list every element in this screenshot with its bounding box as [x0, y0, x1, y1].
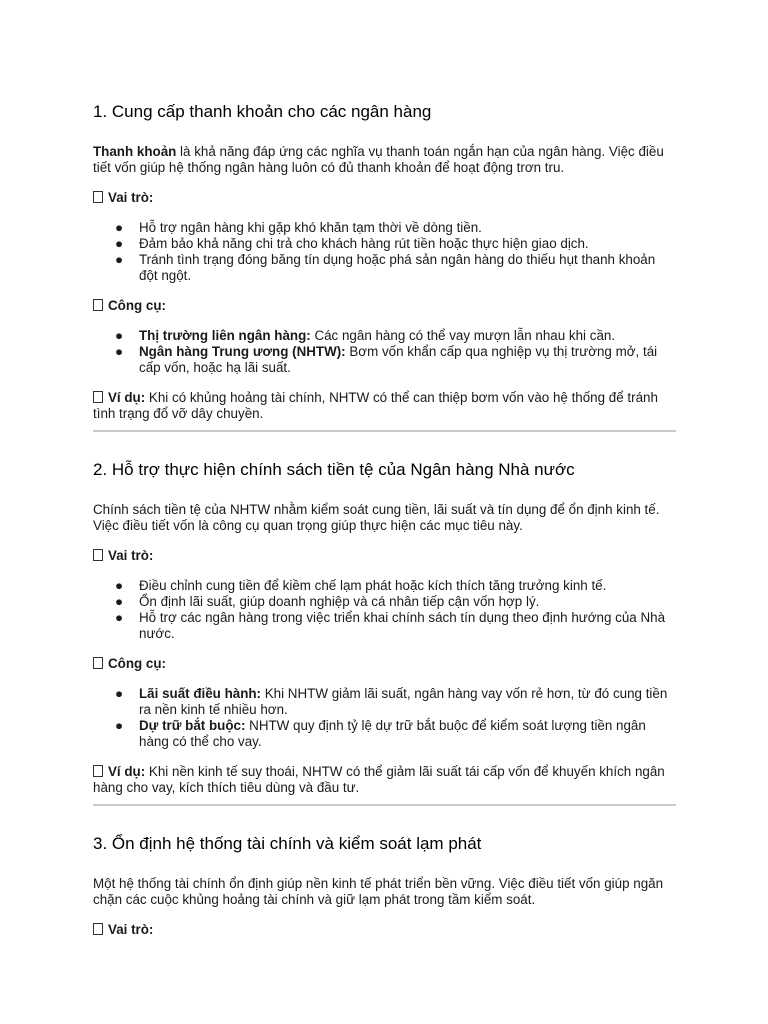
section-1-title: 1. Cung cấp thanh khoản cho các ngân hàng	[93, 102, 432, 121]
example-text: Khi nền kinh tế suy thoái, NHTW có thể giảm lãi suất tái cấp vốn để khuyến khích ngân hàng cho vay, kích thích tiêu dùng và đầu tư.	[93, 764, 665, 795]
bullet-icon: ●	[115, 252, 124, 267]
section-2-intro: Chính sách tiền tệ của NHTW nhằm kiểm soát cung tiền, lãi suất và tín dụng để ổn định kinh tế. Việc điều tiết vốn là công cụ quan trọng giúp thực hiện các mục tiêu này.	[93, 502, 660, 533]
section-1-tools-list	[93, 328, 676, 376]
bullet-icon: ●	[115, 328, 124, 343]
bullet-icon: ●	[115, 610, 124, 625]
section-2-tools-label	[93, 656, 676, 672]
tool-description: Bơm vốn khẩn cấp qua nghiệp vụ thị trường mở, tái cấp vốn, hoặc hạ lãi suất.	[139, 344, 658, 375]
bullet-icon: ●	[115, 344, 124, 359]
tools-label-text: Công cụ:	[108, 298, 167, 313]
tool-description: Các ngân hàng có thể vay mượn lẫn nhau khi cần.	[310, 328, 616, 343]
tool-name: Lãi suất điều hành:	[139, 686, 262, 701]
list-item-text: Hỗ trợ các ngân hàng trong việc triển khai chính sách tín dụng theo định hướng của Nhà nước.	[139, 610, 666, 641]
section-3-intro: Một hệ thống tài chính ổn định giúp nền kinh tế phát triển bền vững. Việc điều tiết vốn giúp ngăn chặn các cuộc khủng hoảng tài chính và giữ lạm phát trong tầm kiểm soát.	[93, 876, 664, 907]
list-item	[93, 578, 676, 594]
tools-label-text: Công cụ:	[108, 656, 167, 671]
section-divider	[93, 430, 676, 432]
checkbox-glyph-icon	[93, 549, 103, 561]
checkbox-glyph-icon	[93, 923, 103, 935]
list-item	[93, 328, 676, 344]
list-item	[93, 220, 676, 236]
tool-description: NHTW quy định tỷ lệ dự trữ bắt buộc để kiểm soát lượng tiền ngân hàng có thể cho vay.	[139, 718, 646, 749]
example-text: Khi có khủng hoảng tài chính, NHTW có thể can thiệp bơm vốn vào hệ thống để tránh tình trạng đổ vỡ dây chuyền.	[93, 390, 658, 421]
list-item-text: Điều chỉnh cung tiền để kiềm chế lạm phát hoặc kích thích tăng trưởng kinh tế.	[139, 578, 607, 593]
section-2-tools-list	[93, 686, 676, 750]
list-item	[93, 686, 676, 718]
example-label: Ví dụ:	[108, 764, 146, 779]
section-1-roles-list	[93, 220, 676, 284]
checkbox-glyph-icon	[93, 191, 103, 203]
list-item-text: Ổn định lãi suất, giúp doanh nghiệp và cá nhân tiếp cận vốn hợp lý.	[139, 594, 540, 609]
bullet-icon: ●	[115, 578, 124, 593]
section-2-example	[93, 764, 676, 796]
bullet-icon: ●	[115, 594, 124, 609]
list-item	[93, 236, 676, 252]
section-2-roles-label	[93, 548, 676, 564]
document-page	[93, 100, 676, 952]
list-item	[93, 344, 676, 376]
section-2-title: 2. Hỗ trợ thực hiện chính sách tiền tệ của Ngân hàng Nhà nước	[93, 460, 575, 479]
list-item-text: Tránh tình trạng đóng băng tín dụng hoặc phá sản ngân hàng do thiếu hụt thanh khoản đột ngột.	[139, 252, 656, 283]
tool-name: Thị trường liên ngân hàng:	[139, 328, 311, 343]
roles-label-text: Vai trò:	[108, 190, 154, 205]
section-2-roles-list	[93, 578, 676, 642]
bullet-icon: ●	[115, 220, 124, 235]
section-1-tools-label	[93, 298, 676, 314]
checkbox-glyph-icon	[93, 299, 103, 311]
list-item-text: Hỗ trợ ngân hàng khi gặp khó khăn tạm thời về dòng tiền.	[139, 220, 482, 235]
list-item-text: Đảm bảo khả năng chi trả cho khách hàng rút tiền hoặc thực hiện giao dịch.	[139, 236, 589, 251]
tool-name: Ngân hàng Trung ương (NHTW):	[139, 344, 346, 359]
list-item	[93, 718, 676, 750]
list-item	[93, 252, 676, 284]
section-1-example	[93, 390, 676, 422]
checkbox-glyph-icon	[93, 657, 103, 669]
section-1-intro-term: Thanh khoản	[93, 144, 177, 159]
section-3-title: 3. Ổn định hệ thống tài chính và kiểm soát lạm phát	[93, 834, 482, 853]
tool-name: Dự trữ bắt buộc:	[139, 718, 246, 733]
list-item	[93, 594, 676, 610]
section-1-intro-text: là khả năng đáp ứng các nghĩa vụ thanh toán ngắn hạn của ngân hàng. Việc điều tiết vốn giúp hệ thống ngân hàng luôn có đủ thanh khoản để hoạt động trơn tru.	[93, 144, 664, 175]
bullet-icon: ●	[115, 718, 124, 733]
section-3-roles-label	[93, 922, 676, 938]
roles-label-text: Vai trò:	[108, 922, 154, 937]
tool-description: Khi NHTW giảm lãi suất, ngân hàng vay vốn rẻ hơn, từ đó cung tiền ra nền kinh tế nhiều hơn.	[139, 686, 668, 717]
section-1-intro	[93, 144, 676, 176]
roles-label-text: Vai trò:	[108, 548, 154, 563]
bullet-icon: ●	[115, 236, 124, 251]
section-divider	[93, 804, 676, 806]
checkbox-glyph-icon	[93, 765, 103, 777]
example-label: Ví dụ:	[108, 390, 146, 405]
checkbox-glyph-icon	[93, 391, 103, 403]
section-1-roles-label	[93, 190, 676, 206]
list-item	[93, 610, 676, 642]
bullet-icon: ●	[115, 686, 124, 701]
